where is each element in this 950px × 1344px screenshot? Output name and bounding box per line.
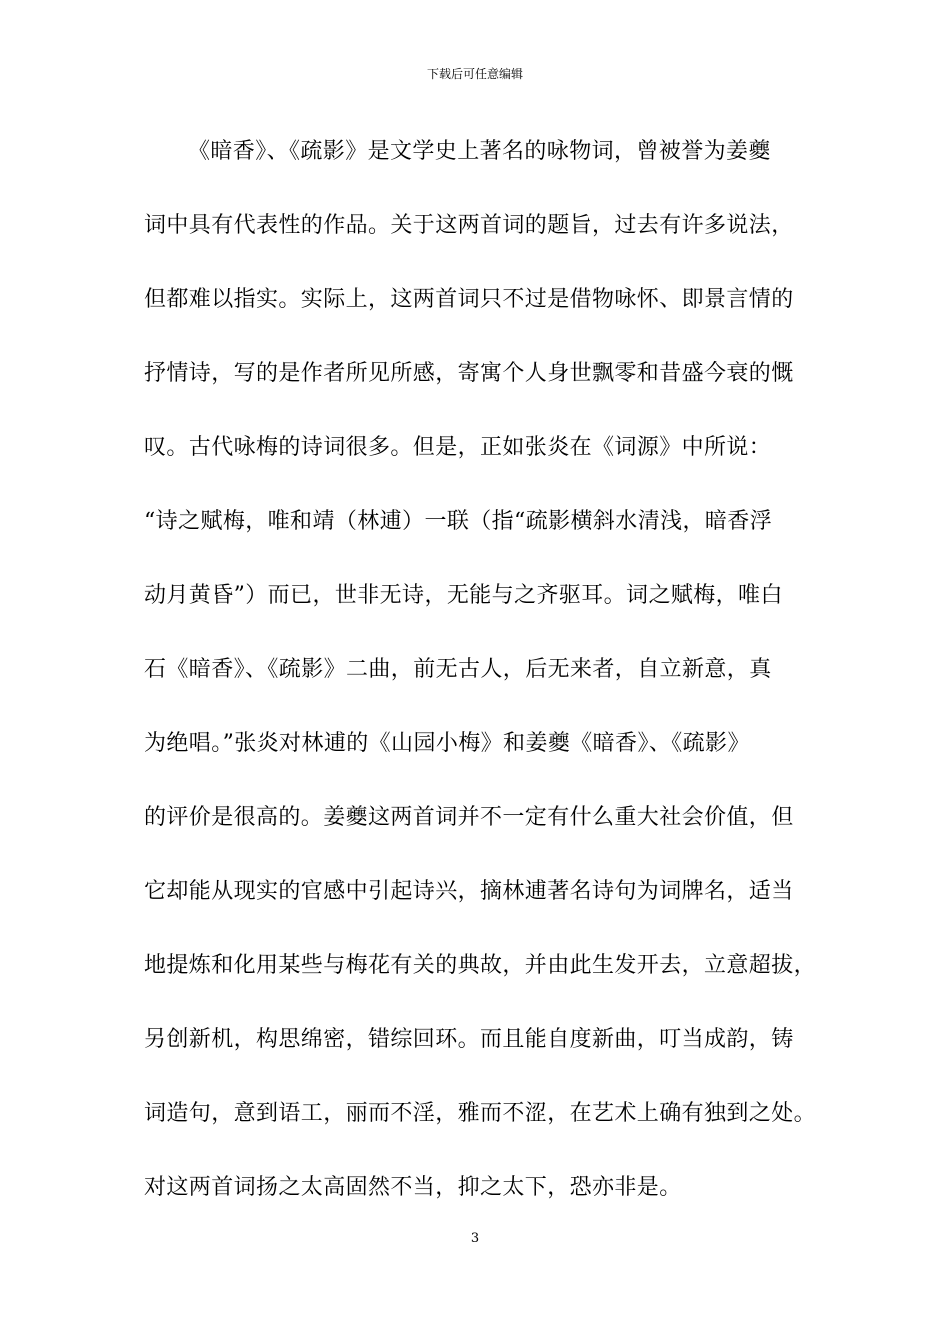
paragraph-line: 词造句，意到语工，丽而不淫，雅而不涩，在艺术上确有独到之处。: [144, 1101, 817, 1126]
paragraph-line: 抒情诗，写的是作者所见所感，寄寓个人身世飘零和昔盛今衰的慨: [144, 361, 794, 386]
paragraph-line: 叹。古代咏梅的诗词很多。但是，正如张炎在《词源》中所说：: [144, 435, 772, 460]
paragraph-line: 但都难以指实。实际上，这两首词只不过是借物咏怀、即景言情的: [144, 287, 794, 312]
paragraph-line: 它却能从现实的官感中引起诗兴，摘林逋著名诗句为词牌名，适当: [144, 879, 794, 904]
paragraph-line: 石《暗香》、《疏影》二曲，前无古人，后无来者，自立新意，真: [144, 657, 772, 682]
paragraph-line: 另创新机，构思绵密，错综回环。而且能自度新曲，叮当成韵，铸: [144, 1027, 794, 1052]
paragraph-line: 动月黄昏”）而已，世非无诗，无能与之齐驱耳。词之赋梅，唯白: [144, 583, 783, 608]
paragraph-line: 对这两首词扬之太高固然不当，抑之太下，恐亦非是。: [144, 1175, 682, 1200]
paragraph-line: 为绝唱。”张炎对林逋的《山园小梅》和姜夔《暗香》、《疏影》: [144, 731, 750, 756]
paragraph-line: 的评价是很高的。姜夔这两首词并不一定有什么重大社会价值，但: [144, 805, 794, 830]
paragraph-line: 地提炼和化用某些与梅花有关的典故，并由此生发开去，立意超拔，: [144, 953, 817, 978]
paragraph-line: “诗之赋梅，唯和靖（林逋）一联（指“疏影横斜水清浅，暗香浮: [144, 509, 773, 534]
paragraph-line: 《暗香》、《疏影》是文学史上著名的咏物词，曾被誉为姜夔: [188, 139, 771, 164]
body-paragraph: [144, 135, 820, 1245]
page-header: 下载后可任意编辑: [426, 67, 523, 81]
page-number: 3: [470, 1231, 480, 1246]
paragraph-line: 词中具有代表性的作品。关于这两首词的题旨，过去有许多说法，: [144, 213, 794, 238]
